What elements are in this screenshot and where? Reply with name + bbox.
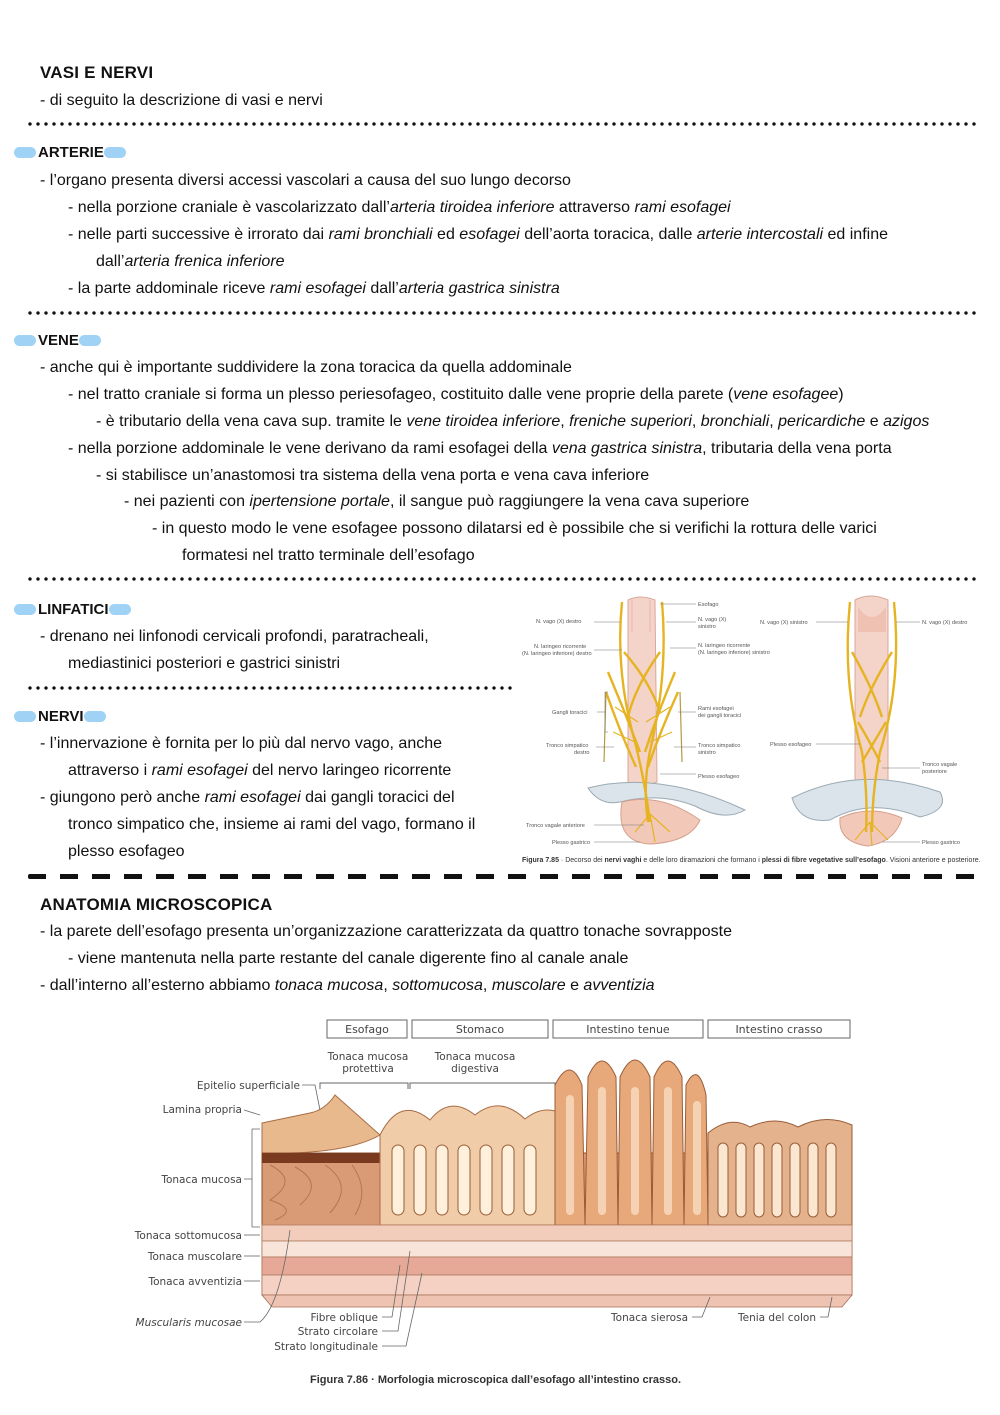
gut-wall-figure [130, 1015, 870, 1365]
header-esofago: Esofago [345, 1023, 389, 1036]
label-laringeo-dx-2: (N. laringeo inferiore) destro [522, 651, 592, 657]
header-intestino-tenue: Intestino tenue [586, 1023, 670, 1036]
label-post-tronco-1: Tronco vagale [922, 762, 958, 768]
micro-line-2: - viene mantenuta nella parte restante del canale digerente fino al canale anale [68, 950, 629, 967]
label-epitelio: Epitelio superficiale [196, 1080, 300, 1092]
label-avventizia: Tonaca avventizia [148, 1276, 242, 1288]
arterie-line-4: dall’arteria frenica inferiore [96, 253, 285, 270]
tag-arterie [14, 143, 126, 163]
label-strato-circolare: Strato circolare [297, 1326, 378, 1338]
region-headers [327, 1020, 850, 1038]
label-tronco-anteriore: Tronco vagale anteriore [526, 823, 585, 829]
tag-nervi [14, 707, 106, 727]
nervi-line-1: - l’innervazione è fornita per lo più dal nervo vago, anche [40, 735, 443, 752]
label-rami-1: Rami esofagei [698, 706, 734, 712]
dotted-divider [26, 577, 976, 581]
vene-line-3: - è tributario della vena cava sup. tramite le vene tiroidea inferiore, freniche superiori, bronchiali, pericardiche e azigos [96, 413, 930, 430]
dotted-divider [26, 686, 512, 690]
label-tonaca-mucosa: Tonaca mucosa [161, 1174, 242, 1186]
tissue-block-illustration [262, 1060, 852, 1307]
vene-line-2: - nel tratto craniale si forma un plesso periesofageo, costituito dalle vene proprie della parete (vene esofagee) [68, 386, 844, 403]
label-post-tronco-2: posteriore [922, 769, 947, 775]
dotted-divider [26, 122, 976, 126]
label-plesso-gastrico: Plesso gastrico [552, 840, 590, 846]
intro-text: - di seguito la descrizione di vasi e nervi [40, 92, 323, 109]
arterie-line-3: - nelle parti successive è irrorato dai rami bronchiali ed esofagei dell’aorta toracica, dalle arterie intercostali ed infine [68, 226, 888, 243]
label-tenia-colon: Tenia del colon [737, 1312, 816, 1324]
label-rami-2: dei gangli toracici [698, 713, 742, 719]
label-muscularis-mucosae: Muscularis mucosae [135, 1317, 242, 1329]
pill-icon [14, 335, 36, 346]
tag-arterie-label: ARTERIE [38, 144, 104, 161]
label-vago-dx: N. vago (X) destro [536, 619, 582, 625]
figure-7-85-caption: Figura 7.85 · Decorso dei nervi vaghi e delle loro diramazioni che formano i plessi di fibre vegetative sull’esofago. Visioni anteriore e posteriore. [522, 857, 981, 864]
label-mucosa-digestiva-1: Tonaca mucosa [434, 1051, 516, 1063]
pill-icon [14, 604, 36, 615]
vene-line-7: - in questo modo le vene esofagee possono dilatarsi ed è possibile che si verifichi la rottura delle varici [152, 520, 877, 537]
nervi-line-2: attraverso i rami esofagei del nervo laringeo ricorrente [68, 762, 452, 779]
figure-7-86-caption: Figura 7.86 · Morfologia microscopica dall’esofago all’intestino crasso. [310, 1374, 682, 1386]
arterie-line-5: - la parte addominale riceve rami esofagei dall’arteria gastrica sinistra [68, 280, 560, 297]
tag-nervi-label: NERVI [38, 708, 84, 725]
label-post-plesso: Plesso esofageo [770, 742, 812, 748]
pill-icon [84, 711, 106, 722]
pill-icon [109, 604, 131, 615]
pill-icon [79, 335, 101, 346]
label-laringeo-dx-1: N. laringeo ricorrente [534, 644, 587, 650]
vene-line-6: - nei pazienti con ipertensione portale, il sangue può raggiungere la vena cava superiore [124, 493, 750, 510]
label-tonaca-sierosa: Tonaca sierosa [611, 1312, 688, 1324]
label-mucosa-digestiva-2: digestiva [451, 1063, 499, 1075]
label-fibre-oblique: Fibre oblique [310, 1312, 378, 1324]
posterior-view-illustration [792, 596, 943, 846]
label-muscolare: Tonaca muscolare [147, 1251, 242, 1263]
tag-linfatici [14, 600, 131, 620]
label-mucosa-protettiva-2: protettiva [342, 1063, 394, 1075]
label-strato-longitudinale: Strato longitudinale [274, 1341, 378, 1353]
label-vago-sx-2: sinistro [698, 624, 716, 630]
label-post-plesso-gastrico: Plesso gastrico [922, 840, 960, 846]
arterie-line-1: - l’organo presenta diversi accessi vascolari a causa del suo lungo decorso [40, 172, 571, 189]
nervi-line-3: - giungono però anche rami esofagei dai gangli toracici del [40, 789, 455, 806]
tag-vene-label: VENE [38, 332, 79, 349]
pill-icon [104, 147, 126, 158]
arterie-line-2: - nella porzione craniale è vascolarizzato dall’arteria tiroidea inferiore attraverso rami esofagei [68, 199, 731, 216]
label-tronco-sx-2: sinistro [698, 750, 716, 756]
label-tronco-dx-1: Tronco simpatico [546, 743, 589, 749]
dotted-divider [26, 311, 976, 315]
label-gangli: Gangli toracici [552, 710, 588, 716]
linfatici-line-1: - drenano nei linfonodi cervicali profondi, paratracheali, [40, 628, 429, 645]
nervi-line-5: plesso esofageo [68, 843, 185, 860]
anterior-view-illustration [588, 597, 745, 844]
micro-line-1: - la parete dell’esofago presenta un’organizzazione caratterizzata da quattro tonache sovrapposte [40, 923, 732, 940]
vene-line-8: formatesi nel tratto terminale dell’esofago [182, 547, 475, 564]
label-tronco-dx-2: destro [574, 750, 590, 756]
micro-line-3: - dall’interno all’esterno abbiamo tonaca mucosa, sottomucosa, muscolare e avventizia [40, 977, 655, 994]
label-sottomucosa: Tonaca sottomucosa [134, 1230, 242, 1242]
label-lamina-propria: Lamina propria [162, 1104, 242, 1116]
label-plesso: Plesso esofageo [698, 774, 740, 780]
nervi-line-4: tronco simpatico che, insieme ai rami del vago, formano il [68, 816, 476, 833]
vene-line-1: - anche qui è importante suddividere la zona toracica da quella addominale [40, 359, 572, 376]
label-mucosa-protettiva-1: Tonaca mucosa [327, 1051, 409, 1063]
header-intestino-crasso: Intestino crasso [735, 1023, 823, 1036]
tag-linfatici-label: LINFATICI [38, 601, 109, 618]
label-post-vago-sx: N. vago (X) sinistro [760, 620, 808, 626]
section-title-vasi-nervi: VASI E NERVI [40, 63, 154, 82]
label-esofago: Esofago [698, 602, 719, 608]
tag-vene [14, 331, 101, 351]
section-title-anatomia-microscopica: ANATOMIA MICROSCOPICA [40, 895, 273, 914]
label-vago-sx: N. vago (X) [698, 617, 727, 623]
linfatici-line-2: mediastinici posteriori e gastrici sinistri [68, 655, 341, 672]
dashed-divider [28, 874, 980, 879]
vene-line-5: - si stabilisce un’anastomosi tra sistema della vena porta e vena cava inferiore [96, 467, 650, 484]
label-post-vago-dx: N. vago (X) destro [922, 620, 968, 626]
header-stomaco: Stomaco [455, 1023, 505, 1036]
label-tronco-sx-1: Tronco simpatico [698, 743, 741, 749]
label-laringeo-sx-2: (N. laringeo inferiore) sinistro [698, 650, 770, 656]
vagus-nerves-figure [510, 592, 990, 858]
pill-icon [14, 147, 36, 158]
pill-icon [14, 711, 36, 722]
label-laringeo-sx-1: N. laringeo ricorrente [698, 643, 751, 649]
vene-line-4: - nella porzione addominale le vene derivano da rami esofagei della vena gastrica sinistra, tributaria della vena porta [68, 440, 892, 457]
